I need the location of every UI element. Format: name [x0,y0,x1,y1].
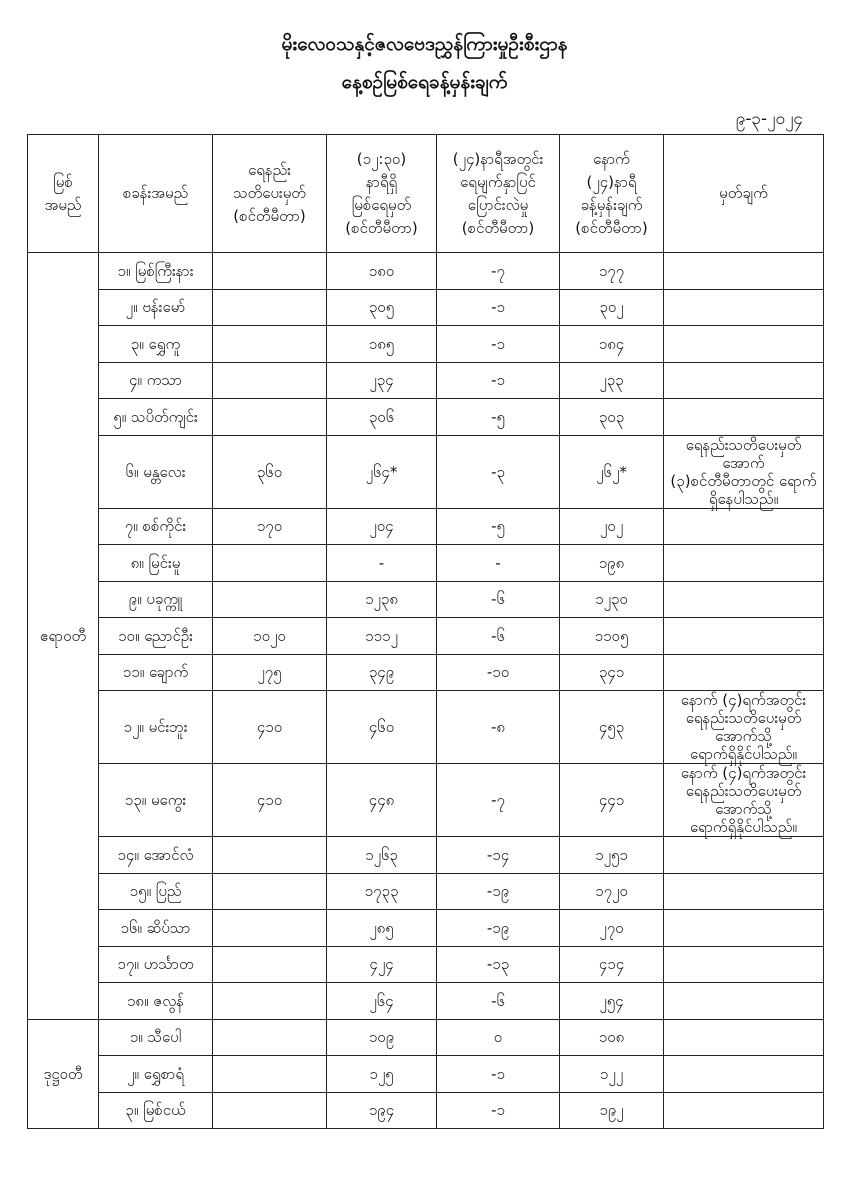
station-name: ၂။ ရွှေစာရံ [99,1056,213,1093]
forecast-cell: ၃၀၂ [560,289,664,326]
river-name: ဒုဋ္ဌဝတီ [28,1019,99,1129]
remark-cell [664,326,824,363]
change-cell: -၁၉ [437,873,560,910]
water-level-cell: ၂၈၅ [327,910,437,947]
remark-cell: ရေနည်းသတိပေးမှတ်အောက် (၃)စင်တီမီတာတွင် ရောက်ရှိနေပါသည်။ [664,435,824,508]
table-row [28,326,824,363]
forecast-cell: ၁၉၈ [560,545,664,582]
change-cell: -၇ [437,253,560,290]
warning-level-cell [213,289,327,326]
warning-level-cell [213,946,327,983]
warning-level-cell [213,253,327,290]
forecast-cell: ၁၇၂၀ [560,873,664,910]
table-row [28,837,824,874]
warning-level-cell: ၁၀၂၀ [213,618,327,655]
water-level-cell: ၃၀၅ [327,289,437,326]
water-level-cell: ၂၀၄ [327,508,437,545]
forecast-cell: ၂၃၃ [560,362,664,399]
water-level-cell: ၁၂၅ [327,1056,437,1093]
warning-level-cell [213,983,327,1020]
station-name: ၇။ စစ်ကိုင်း [99,508,213,545]
col-header-change: (၂၄)နာရီအတွင်း ရေမျက်နှာပြင် ပြောင်းလဲမှု (စင်တီမီတာ) [437,135,560,253]
remark-cell [664,873,824,910]
remark-cell [664,253,824,290]
forecast-cell: ၁၁၀၅ [560,618,664,655]
warning-level-cell [213,910,327,947]
change-cell: -၆ [437,618,560,655]
river-forecast-table [27,134,824,1129]
remark-cell [664,910,824,947]
warning-level-cell [213,399,327,436]
warning-level-cell: ၁၇၀ [213,508,327,545]
change-cell: -၁ [437,1092,560,1129]
warning-level-cell: ၄၁၀ [213,764,327,837]
table-row [28,946,824,983]
remark-cell [664,508,824,545]
station-name: ၁၂။ မင်းဘူး [99,691,213,764]
table-header-row [28,135,824,253]
table-row [28,1019,824,1056]
water-level-cell: ၄၂၄ [327,946,437,983]
remark-cell [664,1056,824,1093]
forecast-cell: ၄၄၁ [560,764,664,837]
table-body [28,253,824,1129]
station-name: ၁၇။ ဟင်္သာတ [99,946,213,983]
table-row [28,581,824,618]
station-name: ၁၀။ ညောင်ဦး [99,618,213,655]
remark-cell [664,289,824,326]
forecast-cell: ၁၈၄ [560,326,664,363]
change-cell: -၁၉ [437,910,560,947]
station-name: ၉။ ပခုက္ကူ [99,581,213,618]
forecast-cell: ၁၇၇ [560,253,664,290]
change-cell: -၁ [437,362,560,399]
forecast-cell: ၃၀၃ [560,399,664,436]
change-cell: -၃ [437,435,560,508]
change-cell: ၀ [437,1019,560,1056]
station-name: ၃။ မြစ်ငယ် [99,1092,213,1129]
remark-cell [664,654,824,691]
warning-level-cell: ၃၆၀ [213,435,327,508]
water-level-cell: ၂၆၄* [327,435,437,508]
station-name: ၂။ ဗန်းမော် [99,289,213,326]
warning-level-cell [213,837,327,874]
table-row [28,399,824,436]
station-name: ၁၈။ ဇလွန် [99,983,213,1020]
station-name: ၈။ မြင်းမူ [99,545,213,582]
page-title: မိုးလေဝသနှင့်ဇလဗေဒညွှန်ကြားမှုဦးစီးဌာန [281,33,568,55]
warning-level-cell [213,581,327,618]
table-row [28,691,824,764]
warning-level-cell [213,1092,327,1129]
water-level-cell: ၁၂၆၃ [327,837,437,874]
remark-cell [664,362,824,399]
forecast-cell: ၁၀၈ [560,1019,664,1056]
water-level-cell: ၁၁၁၂ [327,618,437,655]
water-level-cell: ၂၃၄ [327,362,437,399]
water-level-cell: ၂၆၄ [327,983,437,1020]
water-level-cell: ၃၄၉ [327,654,437,691]
forecast-cell: ၁၂၅၁ [560,837,664,874]
report-date: ၉-၃-၂၀၂၄ [735,109,803,129]
forecast-cell: ၁၂၂ [560,1056,664,1093]
change-cell: -၁ [437,326,560,363]
table-row [28,983,824,1020]
station-name: ၃။ ရွှေကူ [99,326,213,363]
change-cell: -၁၃ [437,946,560,983]
change-cell: -၅ [437,508,560,545]
table-row [28,654,824,691]
col-header-water-level: (၁၂:၃၀) နာရီရှိ မြစ်ရေမှတ် (စင်တီမီတာ) [327,135,437,253]
remark-cell [664,618,824,655]
table-row [28,508,824,545]
water-level-cell: ၁၉၄ [327,1092,437,1129]
forecast-cell: ၂၀၂ [560,508,664,545]
remark-cell [664,581,824,618]
change-cell: -၆ [437,983,560,1020]
table-row [28,435,824,508]
remark-cell [664,1019,824,1056]
water-level-cell: ၁၇၃၃ [327,873,437,910]
change-cell: - [437,545,560,582]
col-header-station: စခန်းအမည် [99,135,213,253]
station-name: ၄။ ကသာ [99,362,213,399]
change-cell: -၁၀ [437,654,560,691]
forecast-cell: ၃၄၁ [560,654,664,691]
station-name: ၁၅။ ပြည် [99,873,213,910]
warning-level-cell [213,873,327,910]
water-level-cell: - [327,545,437,582]
forecast-cell: ၂၇၀ [560,910,664,947]
forecast-cell: ၁၂၃၀ [560,581,664,618]
station-name: ၁၆။ ဆိပ်သာ [99,910,213,947]
station-name: ၁၄။ အောင်လံ [99,837,213,874]
remark-cell: နောက် (၄)ရက်အတွင်း ရေနည်းသတိပေးမှတ်အောက်သို့ ရောက်ရှိနိုင်ပါသည်။ [664,691,824,764]
change-cell: -၁၄ [437,837,560,874]
table-row [28,545,824,582]
remark-cell [664,946,824,983]
col-header-warning-level: ရေနည်း သတိပေးမှတ် (စင်တီမီတာ) [213,135,327,253]
remark-cell: နောက် (၄)ရက်အတွင်း ရေနည်းသတိပေးမှတ်အောက်သို့ ရောက်ရှိနိုင်ပါသည်။ [664,764,824,837]
station-name: ၁။ မြစ်ကြီးနား [99,253,213,290]
warning-level-cell [213,1056,327,1093]
forecast-cell: ၁၉၂ [560,1092,664,1129]
table-row [28,1056,824,1093]
change-cell: -၁ [437,1056,560,1093]
change-cell: -၁ [437,289,560,326]
station-name: ၁၁။ ချောက် [99,654,213,691]
remark-cell [664,1092,824,1129]
table-row [28,1092,824,1129]
station-name: ၅။ သပိတ်ကျင်း [99,399,213,436]
water-level-cell: ၃၀၆ [327,399,437,436]
water-level-cell: ၄၆၀ [327,691,437,764]
table-row [28,253,824,290]
station-name: ၁။ သီပေါ [99,1019,213,1056]
page-subtitle: နေ့စဉ်မြစ်ရေခန့်မှန်းချက် [341,71,508,93]
warning-level-cell: ၄၁၀ [213,691,327,764]
remark-cell [664,399,824,436]
col-header-river: မြစ် အမည် [28,135,99,253]
forecast-cell: ၂၅၄ [560,983,664,1020]
change-cell: -၆ [437,581,560,618]
col-header-remarks: မှတ်ချက် [664,135,824,253]
table-row [28,289,824,326]
forecast-cell: ၂၆၂* [560,435,664,508]
warning-level-cell [213,1019,327,1056]
table-row [28,362,824,399]
forecast-cell: ၄၅၃ [560,691,664,764]
warning-level-cell [213,362,327,399]
remark-cell [664,837,824,874]
remark-cell [664,545,824,582]
table-row [28,618,824,655]
warning-level-cell: ၂၇၅ [213,654,327,691]
table-row [28,764,824,837]
change-cell: -၅ [437,399,560,436]
water-level-cell: ၄၄၈ [327,764,437,837]
water-level-cell: ၁၈၅ [327,326,437,363]
forecast-cell: ၄၁၄ [560,946,664,983]
table-row [28,873,824,910]
station-name: ၁၃။ မကွေး [99,764,213,837]
water-level-cell: ၁၀၉ [327,1019,437,1056]
water-level-cell: ၁၈၀ [327,253,437,290]
col-header-forecast: နောက် (၂၄)နာရီ ခန့်မှန်းချက် (စင်တီမီတာ) [560,135,664,253]
warning-level-cell [213,326,327,363]
warning-level-cell [213,545,327,582]
change-cell: -၈ [437,691,560,764]
station-name: ၆။ မန္တလေး [99,435,213,508]
water-level-cell: ၁၂၃၈ [327,581,437,618]
table-row [28,910,824,947]
change-cell: -၇ [437,764,560,837]
remark-cell [664,983,824,1020]
river-name: ဧရာဝတီ [28,253,99,1020]
